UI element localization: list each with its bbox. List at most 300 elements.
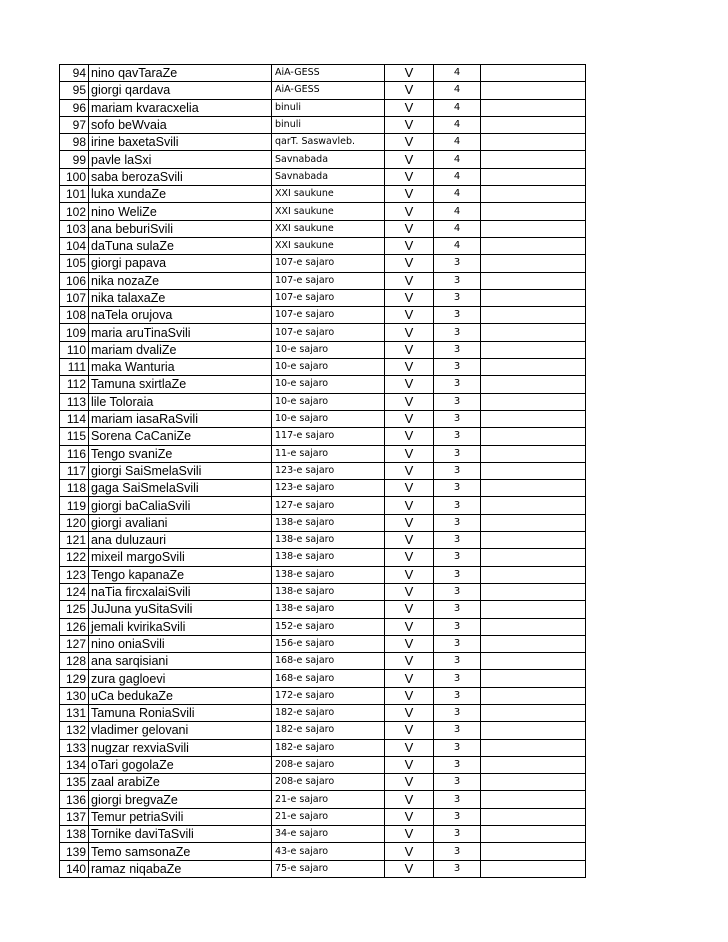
school-note: 43-e sajaro xyxy=(272,843,385,860)
grade-value: 3 xyxy=(434,462,481,479)
empty-cell xyxy=(481,774,586,791)
row-number: 113 xyxy=(60,393,89,410)
grade-value: 4 xyxy=(434,151,481,168)
school-note: 182-e sajaro xyxy=(272,722,385,739)
student-name: lile Toloraia xyxy=(89,393,272,410)
table-row xyxy=(60,168,586,185)
table-row xyxy=(60,635,586,652)
empty-cell xyxy=(481,428,586,445)
grade-value: 3 xyxy=(434,272,481,289)
empty-cell xyxy=(481,860,586,877)
student-name: nugzar rexviaSvili xyxy=(89,739,272,756)
grade-value: 4 xyxy=(434,203,481,220)
grade-value: 3 xyxy=(434,428,481,445)
row-number: 129 xyxy=(60,670,89,687)
check-mark: V xyxy=(385,497,434,514)
row-number: 134 xyxy=(60,756,89,773)
table-row xyxy=(60,116,586,133)
check-mark: V xyxy=(385,99,434,116)
school-note: 138-e sajaro xyxy=(272,601,385,618)
school-note: AiA-GESS xyxy=(272,65,385,82)
row-number: 116 xyxy=(60,445,89,462)
student-name: giorgi baCaliaSvili xyxy=(89,497,272,514)
student-name: ana sarqisiani xyxy=(89,653,272,670)
table-row xyxy=(60,549,586,566)
grade-value: 4 xyxy=(434,82,481,99)
empty-cell xyxy=(481,220,586,237)
table-row xyxy=(60,480,586,497)
empty-cell xyxy=(481,186,586,203)
empty-cell xyxy=(481,359,586,376)
row-number: 130 xyxy=(60,687,89,704)
grade-value: 3 xyxy=(434,826,481,843)
empty-cell xyxy=(481,151,586,168)
row-number: 105 xyxy=(60,255,89,272)
student-name: Tamuna sxirtlaZe xyxy=(89,376,272,393)
row-number: 135 xyxy=(60,774,89,791)
row-number: 115 xyxy=(60,428,89,445)
grade-value: 3 xyxy=(434,722,481,739)
row-number: 110 xyxy=(60,341,89,358)
row-number: 111 xyxy=(60,359,89,376)
check-mark: V xyxy=(385,739,434,756)
empty-cell xyxy=(481,808,586,825)
row-number: 128 xyxy=(60,653,89,670)
student-name: nika talaxaZe xyxy=(89,289,272,306)
school-note: 123-e sajaro xyxy=(272,480,385,497)
student-name: sofo beWvaia xyxy=(89,116,272,133)
grade-value: 3 xyxy=(434,410,481,427)
check-mark: V xyxy=(385,583,434,600)
empty-cell xyxy=(481,307,586,324)
check-mark: V xyxy=(385,462,434,479)
student-name: Sorena CaCaniZe xyxy=(89,428,272,445)
check-mark: V xyxy=(385,255,434,272)
row-number: 97 xyxy=(60,116,89,133)
student-name: giorgi qardava xyxy=(89,82,272,99)
check-mark: V xyxy=(385,774,434,791)
empty-cell xyxy=(481,289,586,306)
student-name: giorgi avaliani xyxy=(89,514,272,531)
school-note: 11-e sajaro xyxy=(272,445,385,462)
grade-value: 3 xyxy=(434,791,481,808)
empty-cell xyxy=(481,99,586,116)
check-mark: V xyxy=(385,722,434,739)
check-mark: V xyxy=(385,82,434,99)
row-number: 137 xyxy=(60,808,89,825)
check-mark: V xyxy=(385,220,434,237)
check-mark: V xyxy=(385,670,434,687)
school-note: 10-e sajaro xyxy=(272,341,385,358)
empty-cell xyxy=(481,618,586,635)
school-note: XXI saukune xyxy=(272,237,385,254)
row-number: 133 xyxy=(60,739,89,756)
grade-value: 3 xyxy=(434,393,481,410)
row-number: 131 xyxy=(60,704,89,721)
row-number: 98 xyxy=(60,134,89,151)
student-name: Temo samsonaZe xyxy=(89,843,272,860)
row-number: 139 xyxy=(60,843,89,860)
grade-value: 3 xyxy=(434,704,481,721)
row-number: 94 xyxy=(60,65,89,82)
school-note: binuli xyxy=(272,99,385,116)
school-note: 10-e sajaro xyxy=(272,393,385,410)
row-number: 103 xyxy=(60,220,89,237)
student-name: Tornike daviTaSvili xyxy=(89,826,272,843)
grade-value: 4 xyxy=(434,134,481,151)
empty-cell xyxy=(481,134,586,151)
table-row xyxy=(60,601,586,618)
table-row xyxy=(60,843,586,860)
grade-value: 3 xyxy=(434,843,481,860)
check-mark: V xyxy=(385,566,434,583)
empty-cell xyxy=(481,583,586,600)
row-number: 132 xyxy=(60,722,89,739)
table-row xyxy=(60,774,586,791)
grade-value: 3 xyxy=(434,497,481,514)
table-row xyxy=(60,653,586,670)
student-name: ana duluzauri xyxy=(89,532,272,549)
empty-cell xyxy=(481,324,586,341)
grade-value: 3 xyxy=(434,583,481,600)
row-number: 95 xyxy=(60,82,89,99)
school-note: 168-e sajaro xyxy=(272,670,385,687)
student-table xyxy=(59,64,586,878)
check-mark: V xyxy=(385,186,434,203)
check-mark: V xyxy=(385,393,434,410)
school-note: 107-e sajaro xyxy=(272,307,385,324)
row-number: 123 xyxy=(60,566,89,583)
empty-cell xyxy=(481,549,586,566)
school-note: 138-e sajaro xyxy=(272,583,385,600)
check-mark: V xyxy=(385,445,434,462)
empty-cell xyxy=(481,65,586,82)
school-note: binuli xyxy=(272,116,385,133)
empty-cell xyxy=(481,82,586,99)
table-row xyxy=(60,462,586,479)
row-number: 96 xyxy=(60,99,89,116)
check-mark: V xyxy=(385,428,434,445)
empty-cell xyxy=(481,480,586,497)
table-row xyxy=(60,670,586,687)
student-name: jemali kvirikaSvili xyxy=(89,618,272,635)
grade-value: 3 xyxy=(434,289,481,306)
check-mark: V xyxy=(385,237,434,254)
grade-value: 3 xyxy=(434,324,481,341)
empty-cell xyxy=(481,116,586,133)
student-name: JuJuna yuSitaSvili xyxy=(89,601,272,618)
grade-value: 3 xyxy=(434,566,481,583)
grade-value: 3 xyxy=(434,445,481,462)
grade-value: 3 xyxy=(434,670,481,687)
student-name: Tengo svaniZe xyxy=(89,445,272,462)
student-name: naTela orujova xyxy=(89,307,272,324)
student-name: giorgi SaiSmelaSvili xyxy=(89,462,272,479)
school-note: XXI saukune xyxy=(272,186,385,203)
check-mark: V xyxy=(385,376,434,393)
table-row xyxy=(60,532,586,549)
check-mark: V xyxy=(385,756,434,773)
row-number: 108 xyxy=(60,307,89,324)
table-row xyxy=(60,808,586,825)
empty-cell xyxy=(481,756,586,773)
grade-value: 3 xyxy=(434,653,481,670)
school-note: 138-e sajaro xyxy=(272,566,385,583)
table-row xyxy=(60,255,586,272)
check-mark: V xyxy=(385,359,434,376)
table-row xyxy=(60,324,586,341)
check-mark: V xyxy=(385,514,434,531)
grade-value: 3 xyxy=(434,549,481,566)
table-row xyxy=(60,860,586,877)
empty-cell xyxy=(481,739,586,756)
table-row xyxy=(60,583,586,600)
empty-cell xyxy=(481,237,586,254)
school-note: 168-e sajaro xyxy=(272,653,385,670)
school-note: 182-e sajaro xyxy=(272,704,385,721)
grade-value: 3 xyxy=(434,601,481,618)
check-mark: V xyxy=(385,635,434,652)
grade-value: 4 xyxy=(434,168,481,185)
student-name: Tengo kapanaZe xyxy=(89,566,272,583)
student-name: zura gagloevi xyxy=(89,670,272,687)
grade-value: 4 xyxy=(434,186,481,203)
table-row xyxy=(60,289,586,306)
grade-value: 4 xyxy=(434,65,481,82)
check-mark: V xyxy=(385,653,434,670)
school-note: XXI saukune xyxy=(272,203,385,220)
table-row xyxy=(60,618,586,635)
row-number: 100 xyxy=(60,168,89,185)
student-name: pavle laSxi xyxy=(89,151,272,168)
school-note: 34-e sajaro xyxy=(272,826,385,843)
table-row xyxy=(60,99,586,116)
check-mark: V xyxy=(385,410,434,427)
grade-value: 4 xyxy=(434,220,481,237)
row-number: 102 xyxy=(60,203,89,220)
school-note: 172-e sajaro xyxy=(272,687,385,704)
row-number: 126 xyxy=(60,618,89,635)
row-number: 112 xyxy=(60,376,89,393)
check-mark: V xyxy=(385,341,434,358)
table-row xyxy=(60,410,586,427)
grade-value: 3 xyxy=(434,808,481,825)
empty-cell xyxy=(481,670,586,687)
check-mark: V xyxy=(385,289,434,306)
student-name: nino oniaSvili xyxy=(89,635,272,652)
check-mark: V xyxy=(385,704,434,721)
table-row xyxy=(60,791,586,808)
empty-cell xyxy=(481,687,586,704)
check-mark: V xyxy=(385,549,434,566)
grade-value: 3 xyxy=(434,774,481,791)
empty-cell xyxy=(481,445,586,462)
student-name: Temur petriaSvili xyxy=(89,808,272,825)
row-number: 138 xyxy=(60,826,89,843)
student-name: maka Wanturia xyxy=(89,359,272,376)
empty-cell xyxy=(481,653,586,670)
school-note: 107-e sajaro xyxy=(272,272,385,289)
check-mark: V xyxy=(385,860,434,877)
student-name: nino WeliZe xyxy=(89,203,272,220)
school-note: 182-e sajaro xyxy=(272,739,385,756)
grade-value: 3 xyxy=(434,618,481,635)
table-row xyxy=(60,497,586,514)
empty-cell xyxy=(481,514,586,531)
school-note: 107-e sajaro xyxy=(272,289,385,306)
check-mark: V xyxy=(385,324,434,341)
empty-cell xyxy=(481,601,586,618)
row-number: 127 xyxy=(60,635,89,652)
empty-cell xyxy=(481,497,586,514)
empty-cell xyxy=(481,168,586,185)
student-name: daTuna sulaZe xyxy=(89,237,272,254)
table-row xyxy=(60,186,586,203)
grade-value: 3 xyxy=(434,255,481,272)
student-name: ramaz niqabaZe xyxy=(89,860,272,877)
check-mark: V xyxy=(385,480,434,497)
check-mark: V xyxy=(385,116,434,133)
table-row xyxy=(60,445,586,462)
empty-cell xyxy=(481,635,586,652)
student-name: irine baxetaSvili xyxy=(89,134,272,151)
table-row xyxy=(60,220,586,237)
row-number: 121 xyxy=(60,532,89,549)
empty-cell xyxy=(481,203,586,220)
student-name: oTari gogolaZe xyxy=(89,756,272,773)
school-note: 138-e sajaro xyxy=(272,532,385,549)
row-number: 114 xyxy=(60,410,89,427)
table-row xyxy=(60,307,586,324)
student-name: ana beburiSvili xyxy=(89,220,272,237)
empty-cell xyxy=(481,826,586,843)
school-note: 127-e sajaro xyxy=(272,497,385,514)
student-name: nika nozaZe xyxy=(89,272,272,289)
grade-value: 4 xyxy=(434,237,481,254)
table-row xyxy=(60,237,586,254)
school-note: 21-e sajaro xyxy=(272,791,385,808)
empty-cell xyxy=(481,532,586,549)
empty-cell xyxy=(481,566,586,583)
student-name: mariam kvaracxelia xyxy=(89,99,272,116)
grade-value: 4 xyxy=(434,99,481,116)
check-mark: V xyxy=(385,532,434,549)
grade-value: 3 xyxy=(434,687,481,704)
table-row xyxy=(60,514,586,531)
empty-cell xyxy=(481,272,586,289)
school-note: Savnabada xyxy=(272,151,385,168)
grade-value: 4 xyxy=(434,116,481,133)
check-mark: V xyxy=(385,203,434,220)
school-note: 107-e sajaro xyxy=(272,255,385,272)
empty-cell xyxy=(481,843,586,860)
student-name: luka xundaZe xyxy=(89,186,272,203)
empty-cell xyxy=(481,722,586,739)
school-note: AiA-GESS xyxy=(272,82,385,99)
table-row xyxy=(60,826,586,843)
table-row xyxy=(60,428,586,445)
student-name: mariam dvaliZe xyxy=(89,341,272,358)
check-mark: V xyxy=(385,134,434,151)
school-note: 138-e sajaro xyxy=(272,549,385,566)
student-name: vladimer gelovani xyxy=(89,722,272,739)
table-row xyxy=(60,272,586,289)
grade-value: 3 xyxy=(434,359,481,376)
table-row xyxy=(60,82,586,99)
row-number: 117 xyxy=(60,462,89,479)
row-number: 118 xyxy=(60,480,89,497)
grade-value: 3 xyxy=(434,860,481,877)
table-row xyxy=(60,687,586,704)
table-row xyxy=(60,376,586,393)
grade-value: 3 xyxy=(434,756,481,773)
student-name: uCa bedukaZe xyxy=(89,687,272,704)
check-mark: V xyxy=(385,272,434,289)
student-name: saba berozaSvili xyxy=(89,168,272,185)
school-note: 21-e sajaro xyxy=(272,808,385,825)
check-mark: V xyxy=(385,808,434,825)
grade-value: 3 xyxy=(434,635,481,652)
empty-cell xyxy=(481,393,586,410)
school-note: 107-e sajaro xyxy=(272,324,385,341)
row-number: 124 xyxy=(60,583,89,600)
school-note: 152-e sajaro xyxy=(272,618,385,635)
empty-cell xyxy=(481,341,586,358)
table-row xyxy=(60,203,586,220)
row-number: 140 xyxy=(60,860,89,877)
school-note: 10-e sajaro xyxy=(272,359,385,376)
student-name: giorgi papava xyxy=(89,255,272,272)
school-note: 138-e sajaro xyxy=(272,514,385,531)
table-row xyxy=(60,151,586,168)
row-number: 119 xyxy=(60,497,89,514)
grade-value: 3 xyxy=(434,307,481,324)
table-row xyxy=(60,359,586,376)
school-note: qarT. Saswavleb. xyxy=(272,134,385,151)
check-mark: V xyxy=(385,843,434,860)
school-note: XXI saukune xyxy=(272,220,385,237)
school-note: 10-e sajaro xyxy=(272,410,385,427)
row-number: 120 xyxy=(60,514,89,531)
empty-cell xyxy=(481,704,586,721)
school-note: 75-e sajaro xyxy=(272,860,385,877)
table-row xyxy=(60,566,586,583)
row-number: 136 xyxy=(60,791,89,808)
check-mark: V xyxy=(385,168,434,185)
table-row xyxy=(60,704,586,721)
check-mark: V xyxy=(385,687,434,704)
table-row xyxy=(60,134,586,151)
school-note: 117-e sajaro xyxy=(272,428,385,445)
row-number: 101 xyxy=(60,186,89,203)
table-row xyxy=(60,393,586,410)
check-mark: V xyxy=(385,791,434,808)
student-name: maria aruTinaSvili xyxy=(89,324,272,341)
empty-cell xyxy=(481,462,586,479)
row-number: 104 xyxy=(60,237,89,254)
school-note: Savnabada xyxy=(272,168,385,185)
student-table-body xyxy=(60,65,586,878)
grade-value: 3 xyxy=(434,739,481,756)
student-name: giorgi bregvaZe xyxy=(89,791,272,808)
school-note: 208-e sajaro xyxy=(272,774,385,791)
grade-value: 3 xyxy=(434,376,481,393)
row-number: 106 xyxy=(60,272,89,289)
student-name: gaga SaiSmelaSvili xyxy=(89,480,272,497)
school-note: 10-e sajaro xyxy=(272,376,385,393)
check-mark: V xyxy=(385,618,434,635)
check-mark: V xyxy=(385,307,434,324)
